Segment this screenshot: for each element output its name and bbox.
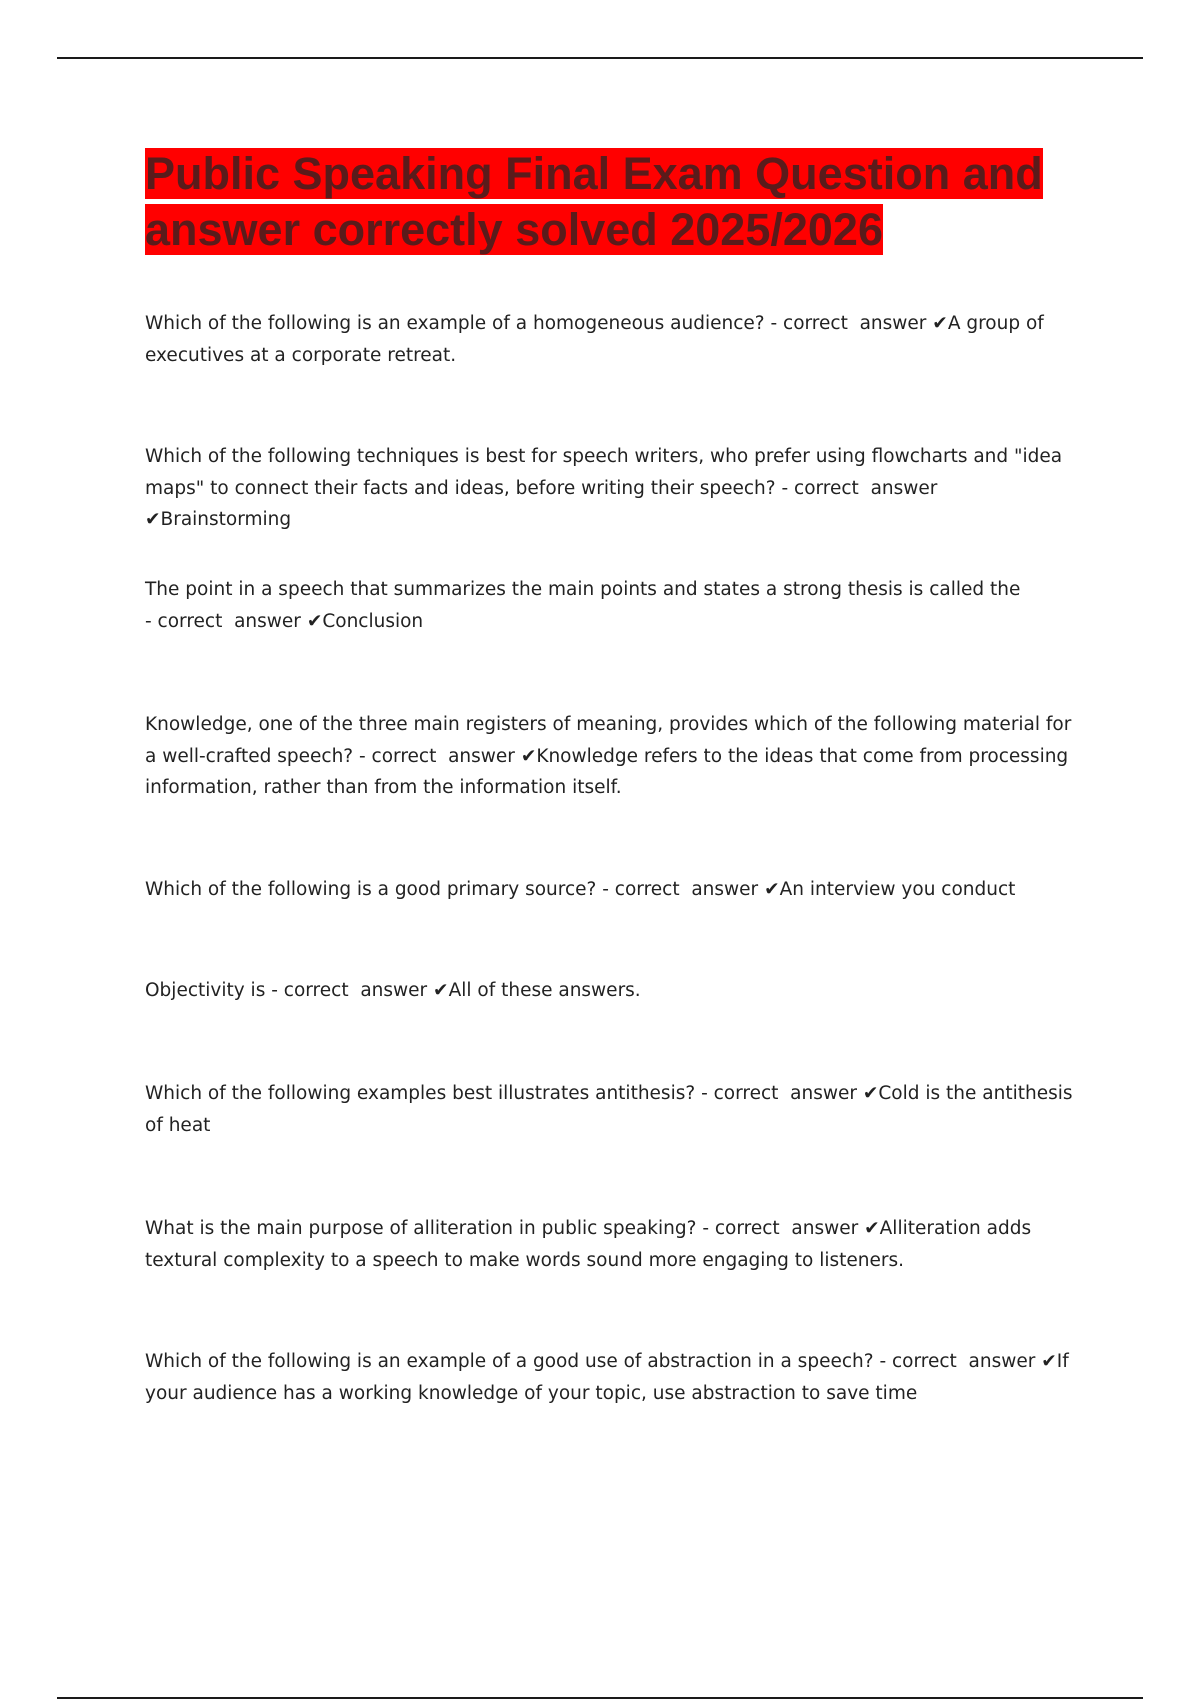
answer-text: If your audience has a working knowledge of your topic, use abstraction to save time xyxy=(145,1351,1069,1404)
question-text: Objectivity is xyxy=(145,980,266,1001)
answer-marker: - correct answer xyxy=(145,610,301,632)
qa-item-8 xyxy=(145,1213,1085,1276)
qa-item-1 xyxy=(145,308,1085,371)
answer-marker: - correct answer xyxy=(701,1083,857,1104)
answer-marker: - correct answer xyxy=(781,477,938,499)
answer-text: Conclusion xyxy=(322,610,424,632)
title-highlight: Public Speaking Final Exam Question and answer correctly solved 2025/2026 xyxy=(145,148,1043,255)
question-text: Which of the following examples best illustrates antithesis? xyxy=(145,1083,696,1104)
qa-item-5 xyxy=(145,874,1085,906)
answer-text: All of these answers. xyxy=(448,980,641,1001)
qa-item-7 xyxy=(145,1078,1085,1141)
answer-text: An interview you conduct xyxy=(779,879,1016,900)
checkmark-icon: ✔ xyxy=(433,980,449,1001)
question-text: Which of the following is a good primary source? xyxy=(145,879,597,900)
answer-text: Alliteration adds textural complexity to a speech to make words sound more engaging to listeners. xyxy=(145,1218,1032,1271)
question-text: Which of the following is an example of a good use of abstraction in a speech? xyxy=(145,1351,874,1372)
question-text: Which of the following is an example of a homogeneous audience? xyxy=(145,313,765,334)
checkmark-icon: ✔ xyxy=(764,879,780,900)
answer-text: Knowledge refers to the ideas that come from processing information, rather than from the information itself. xyxy=(145,745,1069,798)
header-rule xyxy=(57,57,1143,59)
document-title xyxy=(145,146,1065,258)
question-text: The point in a speech that summarizes the main points and states a strong thesis is called the xyxy=(145,579,1021,600)
question-text: What is the main purpose of alliteration in public speaking? xyxy=(145,1218,697,1239)
question-text: Knowledge, one of the three main registers of meaning, provides which of the following material for a well-crafted speech? xyxy=(145,714,1072,767)
footer-rule xyxy=(57,1697,1143,1699)
answer-marker: - correct answer xyxy=(770,313,927,334)
answer-marker: - correct answer xyxy=(879,1351,1036,1372)
checkmark-icon: ✔ xyxy=(306,610,323,632)
checkmark-icon: ✔ xyxy=(145,509,161,530)
qa-item-4 xyxy=(145,709,1085,804)
qa-item-3 xyxy=(145,574,1085,637)
checkmark-icon: ✔ xyxy=(864,1218,880,1239)
answer-marker: - correct answer xyxy=(359,745,515,767)
qa-item-2 xyxy=(145,441,1085,536)
answer-text: Brainstorming xyxy=(160,509,292,530)
answer-text: A group of executives at a corporate retreat. xyxy=(145,313,1044,366)
answer-marker: - correct answer xyxy=(271,980,428,1001)
qa-item-6 xyxy=(145,975,1085,1007)
answer-marker: - correct answer xyxy=(702,1218,859,1239)
checkmark-icon: ✔ xyxy=(520,745,537,767)
answer-text: Cold is the antithesis of heat xyxy=(145,1083,1073,1136)
checkmark-icon: ✔ xyxy=(862,1083,879,1104)
checkmark-icon: ✔ xyxy=(932,313,948,334)
qa-item-9 xyxy=(145,1346,1085,1409)
answer-marker: - correct answer xyxy=(602,879,759,900)
question-text: Which of the following techniques is best for speech writers, who prefer using flowcharts and "idea maps" to connect their facts and ideas, before writing their speech? xyxy=(145,446,1063,499)
checkmark-icon: ✔ xyxy=(1041,1351,1057,1372)
